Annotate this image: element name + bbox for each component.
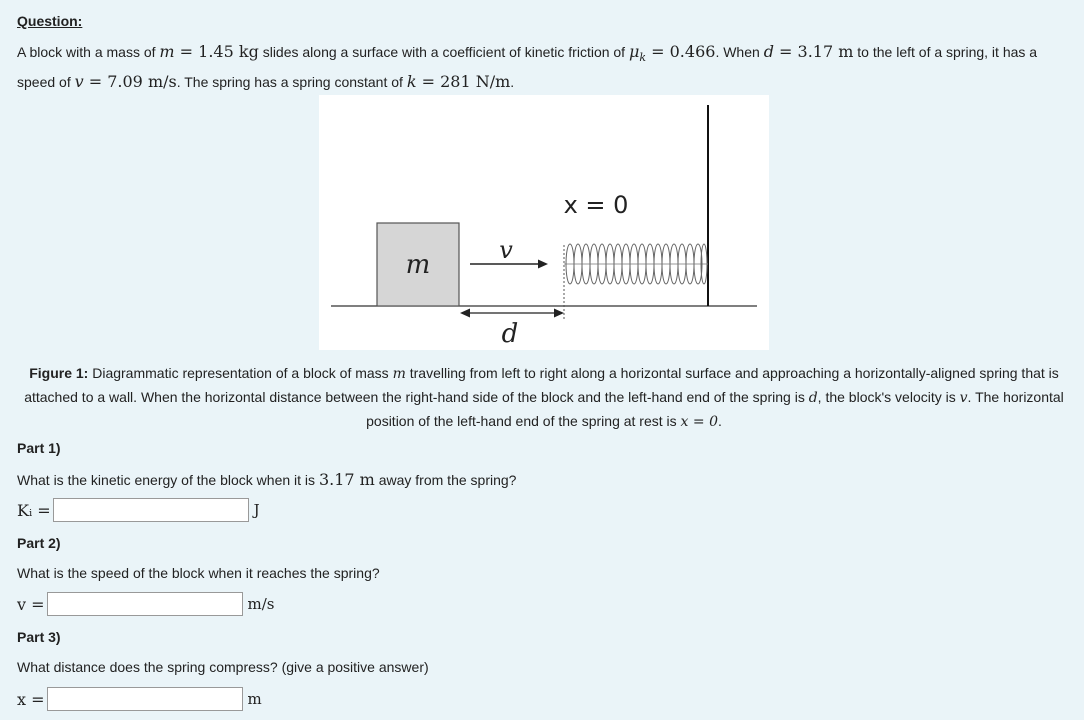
speed-input[interactable] bbox=[47, 592, 243, 616]
d-symbol: d bbox=[763, 42, 774, 61]
figure-diagram bbox=[319, 95, 769, 350]
part-2-label: v = bbox=[17, 594, 45, 614]
velocity-arrowhead bbox=[538, 260, 548, 269]
distance-arrowhead-right bbox=[554, 309, 564, 318]
mass-symbol: m bbox=[159, 42, 175, 61]
question-text: A block with a mass of m = 1.45 kg slides along a surface with a coefficient of kinetic friction of $\mu_k = 0.466$. When d = 3.17 m to the left of a spring, it has a speed of v = 7.09 m/s. The spring has a spring constant of k = 281 N/m. bbox=[17, 42, 1038, 91]
block-mass-label: m bbox=[405, 250, 431, 280]
figure-1 bbox=[319, 95, 769, 350]
part-3-answer-row bbox=[17, 687, 262, 711]
figure-caption: Figure 1: Diagrammatic representation of a block of mass m travelling from left to right along a horizontal surface and approaching a horizontally-aligned spring that is attached to a wall. When the horizontal distance between the right-hand side of the block and the left-hand end of the spring is d, the block's velocity is v. The horizontal position of the left-hand end of the spring at rest is x = 0. bbox=[24, 365, 1064, 430]
part-1-unit: J bbox=[253, 501, 260, 519]
part-2-question: What is the speed of the block when it reaches the spring? bbox=[17, 565, 380, 581]
part-3-label: x = bbox=[17, 689, 45, 709]
d-value: 3.17 m bbox=[797, 42, 854, 61]
question-heading: Question: bbox=[17, 13, 83, 29]
mu-value: 0.466 bbox=[669, 42, 716, 61]
part-1-question: What is the kinetic energy of the block when it is 3.17 m away from the spring? bbox=[17, 470, 517, 489]
k-value: 281 N/m bbox=[440, 71, 511, 91]
part-2-unit: m/s bbox=[247, 595, 275, 613]
mu-symbol: μ bbox=[628, 42, 640, 61]
part-1-title: Part 1) bbox=[17, 440, 61, 456]
part-3-title: Part 3) bbox=[17, 629, 61, 645]
spring bbox=[564, 244, 708, 284]
mu-subscript: k bbox=[639, 50, 647, 64]
part-3-unit: m bbox=[247, 690, 262, 708]
mass-value: 1.45 kg bbox=[198, 42, 259, 61]
v-symbol: v bbox=[74, 71, 84, 91]
kinetic-energy-input[interactable] bbox=[53, 498, 249, 522]
part-2-answer-row bbox=[17, 592, 275, 616]
part-2-title: Part 2) bbox=[17, 535, 61, 551]
velocity-label: v bbox=[499, 236, 513, 264]
distance-label: d bbox=[501, 319, 519, 349]
origin-label: x = 0 bbox=[563, 191, 629, 219]
part-3-question: What distance does the spring compress? (give a positive answer) bbox=[17, 659, 429, 675]
part-1-answer-row bbox=[17, 498, 260, 522]
v-value: 7.09 m/s bbox=[107, 71, 177, 91]
k-symbol: k bbox=[406, 71, 417, 91]
distance-arrowhead-left bbox=[460, 309, 470, 318]
compression-input[interactable] bbox=[47, 687, 243, 711]
part-1-label: Kᵢ = bbox=[17, 500, 51, 520]
